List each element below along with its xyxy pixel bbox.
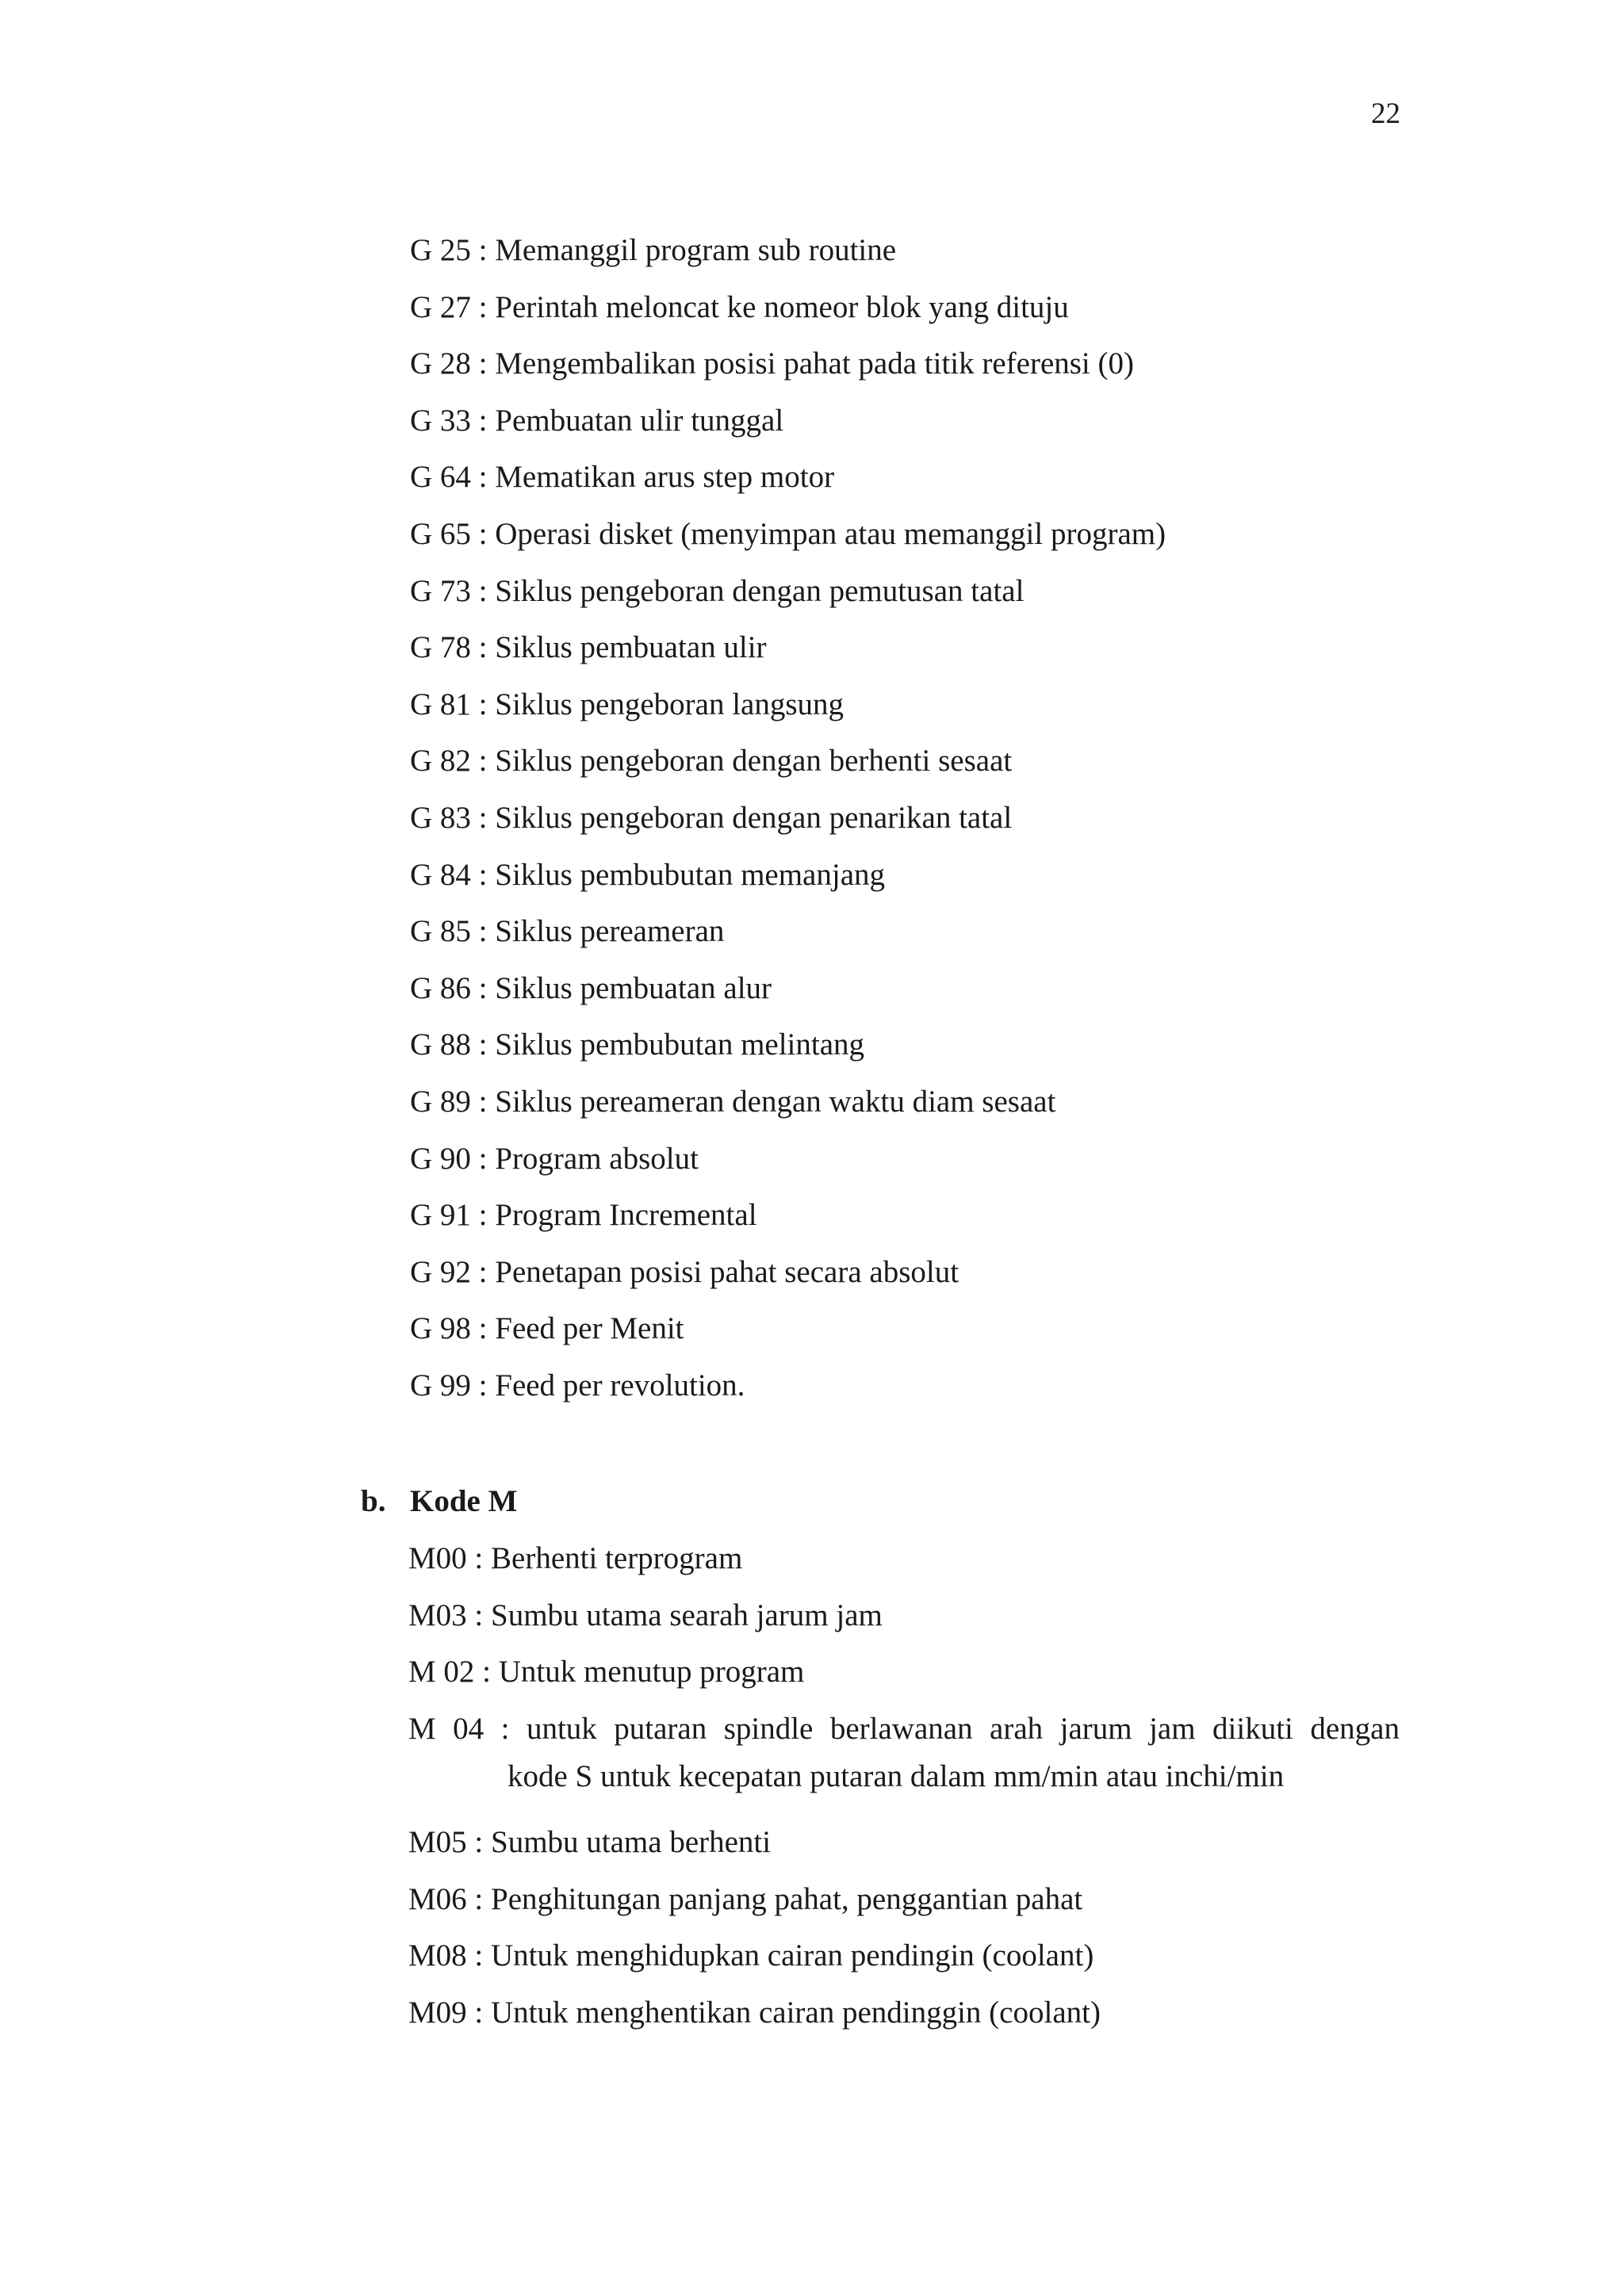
m-code-item: M05 : Sumbu utama berhenti [408, 1824, 772, 1859]
page-number: 22 [1371, 98, 1400, 130]
g-code-item: G 28 : Mengembalikan posisi pahat pada titik referensi (0) [410, 346, 1134, 381]
g-code-item: G 99 : Feed per revolution. [410, 1368, 745, 1402]
g-code-item: G 91 : Program Incremental [410, 1198, 757, 1233]
g-code-item: G 81 : Siklus pengeboran langsung [410, 687, 845, 721]
g-code-item: G 78 : Siklus pembuatan ulir [410, 630, 767, 665]
g-code-item: G 33 : Pembuatan ulir tunggal [410, 403, 784, 438]
g-code-item: G 73 : Siklus pengeboran dengan pemutusan tatal [410, 573, 1025, 608]
m-code-item: M 02 : Untuk menutup program [408, 1655, 805, 1689]
m-code-item: M00 : Berhenti terprogram [408, 1541, 743, 1575]
g-code-item: G 27 : Perintah meloncat ke nomeor blok yang dituju [410, 289, 1069, 324]
m-code-item: M 04 : untuk putaran spindle berlawanan arah jarum jam diikuti dengan [408, 1711, 1400, 1746]
g-code-item: G 86 : Siklus pembuatan alur [410, 970, 772, 1005]
m-code-item-wrapped [408, 1705, 1400, 1819]
g-code-item: G 83 : Siklus pengeboran dengan penarikan tatal [410, 800, 1013, 835]
section-heading-kode-m [361, 1478, 517, 1525]
g-code-item: G 65 : Operasi disket (menyimpan atau memanggil program) [410, 516, 1166, 551]
g-code-item: G 98 : Feed per Menit [410, 1311, 684, 1346]
g-code-item: G 25 : Memanggil program sub routine [410, 233, 897, 267]
section-title: Kode M [410, 1484, 518, 1518]
g-code-list [410, 227, 1441, 1418]
g-code-item: G 84 : Siklus pembubutan memanjang [410, 857, 886, 892]
g-code-item: G 82 : Siklus pengeboran dengan berhenti sesaat [410, 744, 1013, 779]
m-code-item: M08 : Untuk menghidupkan cairan pendingin (coolant) [408, 1938, 1094, 1973]
g-code-item: G 92 : Penetapan posisi pahat secara absolut [410, 1254, 959, 1289]
m-code-item: M09 : Untuk menghentikan cairan pendinggin (coolant) [408, 1995, 1101, 2030]
m-code-item: M06 : Penghitungan panjang pahat, penggantian pahat [408, 1881, 1083, 1916]
g-code-item: G 89 : Siklus pereameran dengan waktu diam sesaat [410, 1084, 1056, 1119]
m-code-continuation: kode S untuk kecepatan putaran dalam mm/min atau inchi/min [508, 1758, 1285, 1793]
g-code-item: G 85 : Siklus pereameran [410, 914, 725, 949]
g-code-item: G 90 : Program absolut [410, 1141, 699, 1176]
g-code-item: G 64 : Mematikan arus step motor [410, 460, 835, 495]
section-marker: b. [361, 1484, 386, 1518]
g-code-item: G 88 : Siklus pembubutan melintang [410, 1027, 865, 1062]
m-code-list [408, 1535, 1400, 2045]
m-code-item: M03 : Sumbu utama searah jarum jam [408, 1598, 883, 1632]
